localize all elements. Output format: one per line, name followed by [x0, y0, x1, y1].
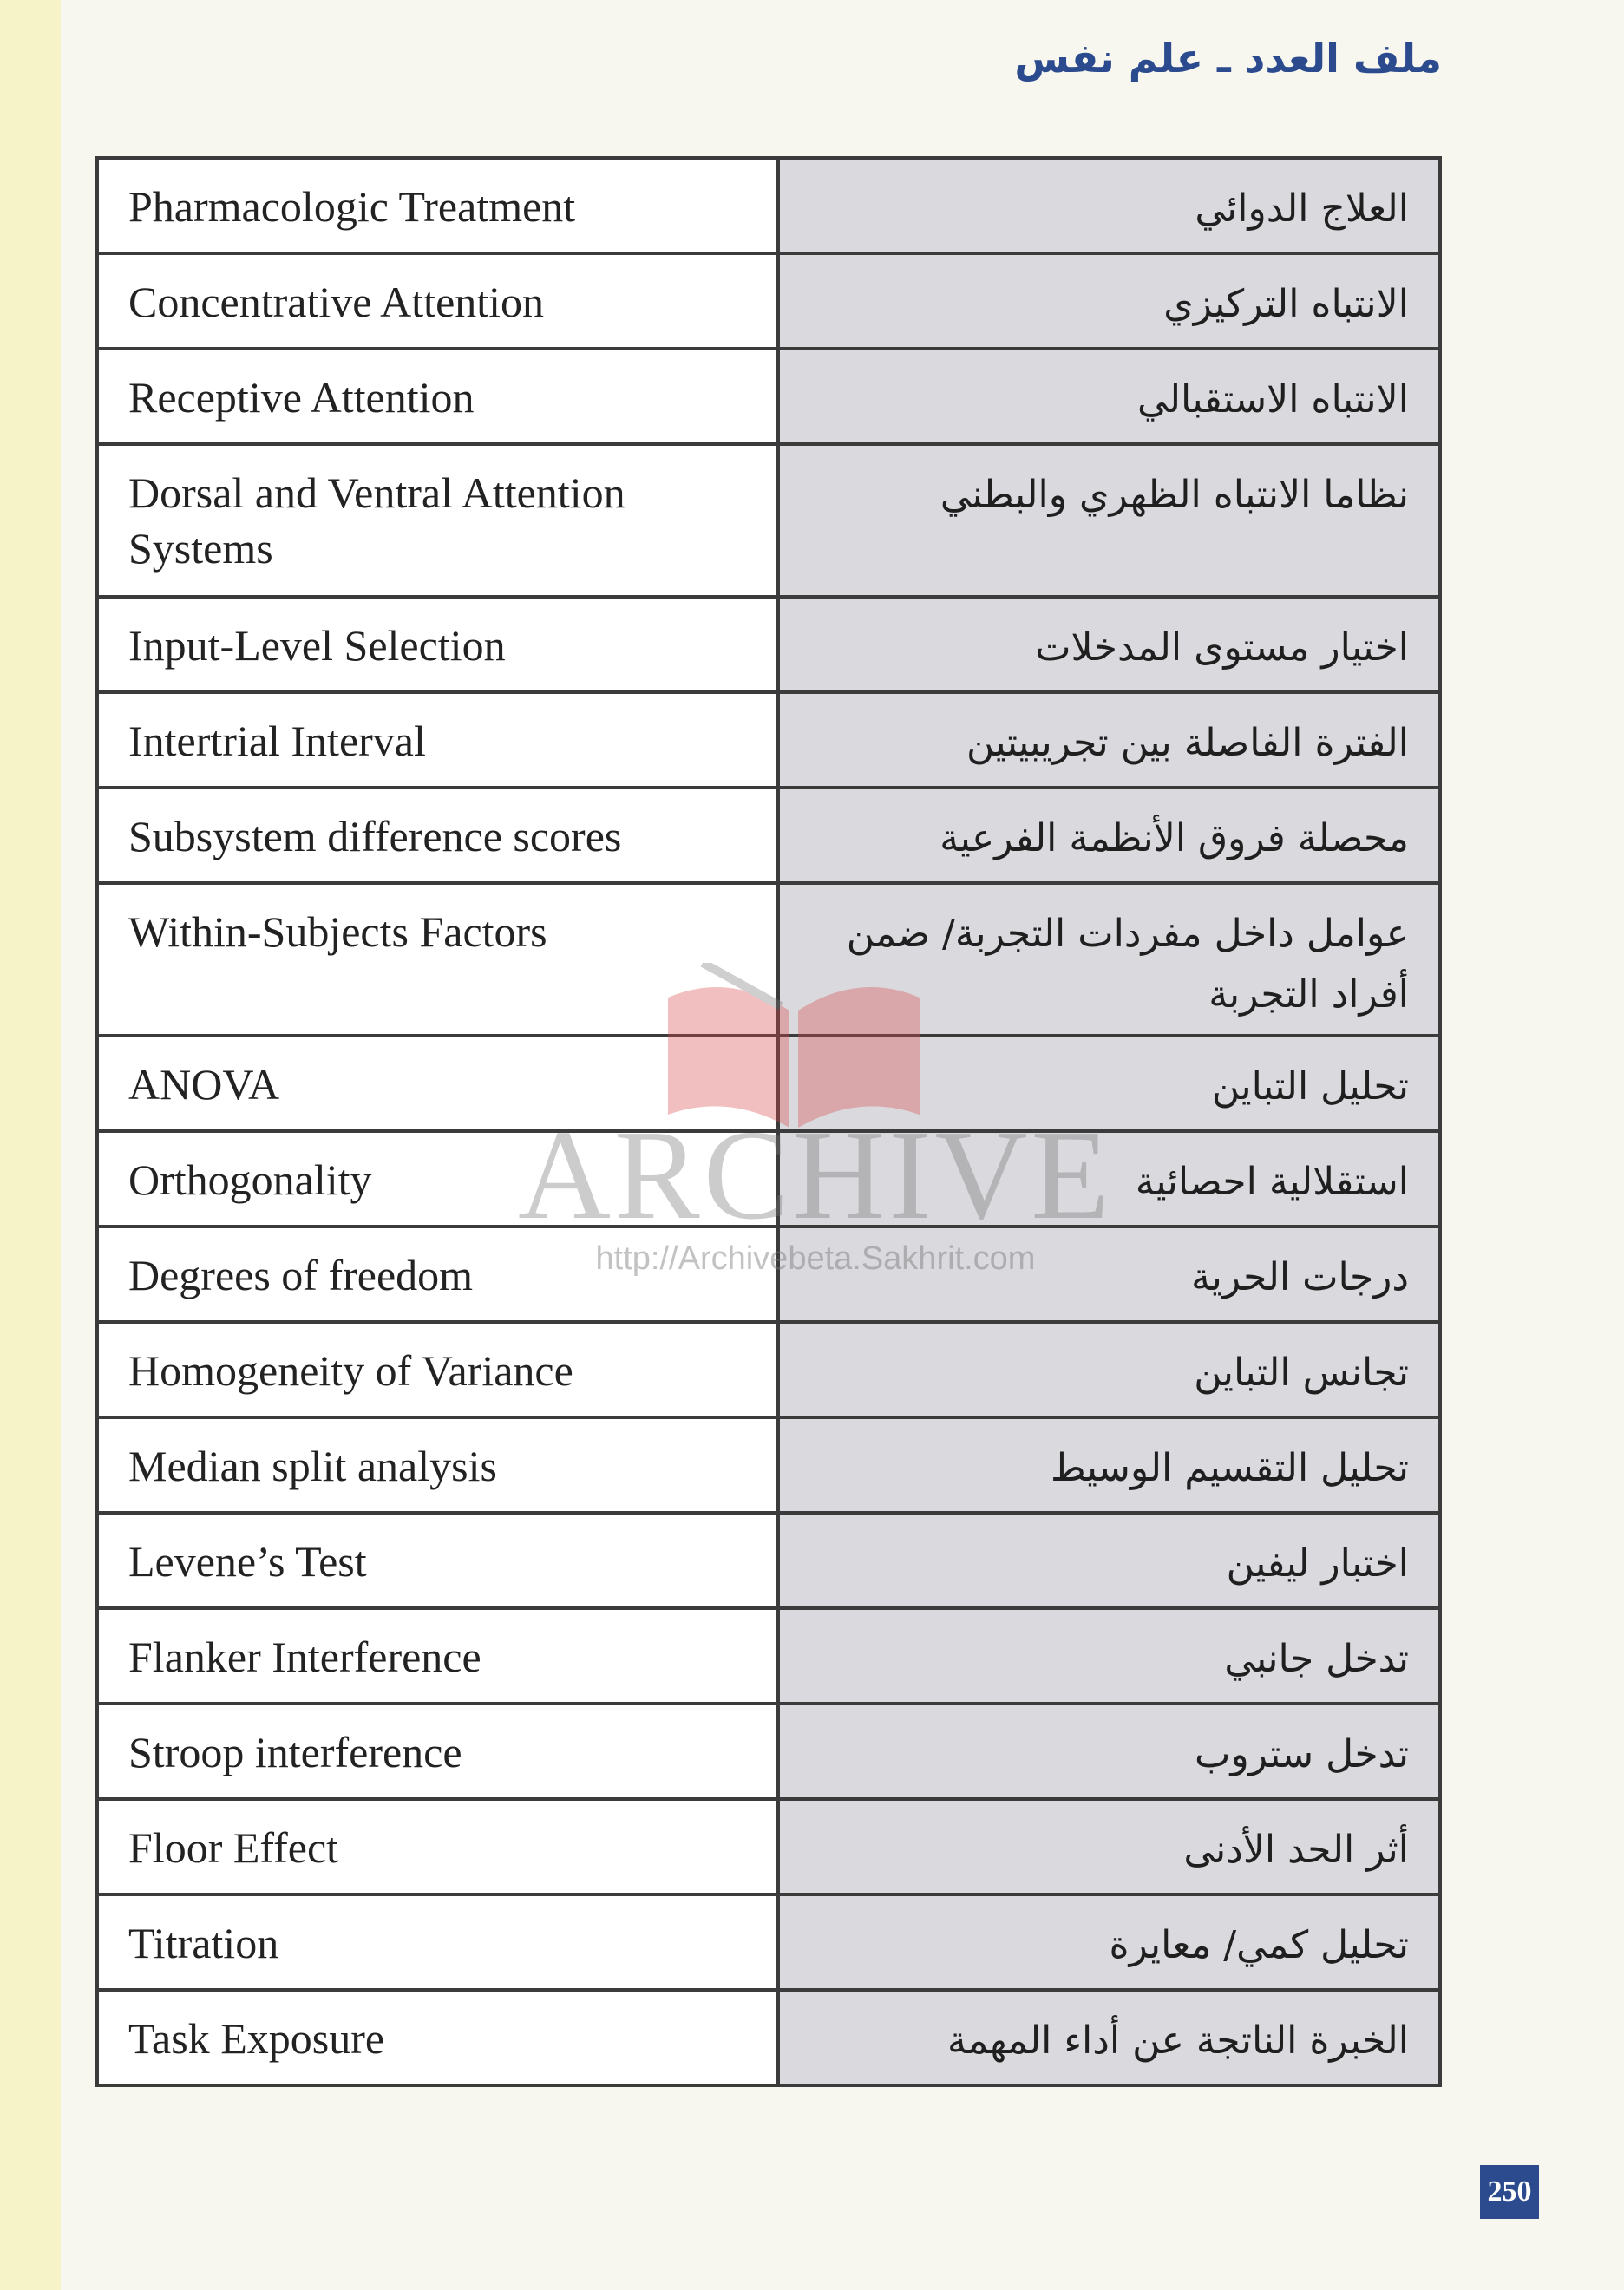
- arabic-term: محصلة فروق الأنظمة الفرعية: [778, 788, 1440, 883]
- glossary-row: [97, 1799, 1440, 1894]
- glossary-row: [97, 1608, 1440, 1704]
- arabic-term: درجات الحرية: [778, 1227, 1440, 1322]
- arabic-term: تدخل ستروب: [778, 1704, 1440, 1799]
- english-term: ANOVA: [97, 1036, 778, 1131]
- page-number-badge: 250: [1480, 2165, 1539, 2219]
- english-term: Homogeneity of Variance: [97, 1322, 778, 1417]
- arabic-term: اختيار مستوى المدخلات: [778, 597, 1440, 692]
- glossary-row: [97, 349, 1440, 444]
- arabic-term: استقلالية احصائية: [778, 1131, 1440, 1227]
- glossary-row: [97, 1227, 1440, 1322]
- english-term: Task Exposure: [97, 1990, 778, 2085]
- glossary-row: [97, 158, 1440, 253]
- english-term: Degrees of freedom: [97, 1227, 778, 1322]
- english-term: Concentrative Attention: [97, 253, 778, 349]
- glossary-row: [97, 1417, 1440, 1513]
- english-term: Receptive Attention: [97, 349, 778, 444]
- arabic-term: العلاج الدوائي: [778, 158, 1440, 253]
- arabic-term: الانتباه الاستقبالي: [778, 349, 1440, 444]
- arabic-term: تحليل التباين: [778, 1036, 1440, 1131]
- english-term: Input-Level Selection: [97, 597, 778, 692]
- watermark-url: http://Archivebeta.Sakhrit.com: [595, 1240, 1036, 1277]
- glossary-row: [97, 444, 1440, 597]
- english-term: Within-Subjects Factors: [97, 883, 778, 1036]
- glossary-row: [97, 788, 1440, 883]
- english-term: Intertrial Interval: [97, 692, 778, 788]
- english-term: Dorsal and Ventral Attention Systems: [97, 444, 778, 597]
- glossary-row: [97, 597, 1440, 692]
- english-term: Stroop interference: [97, 1704, 778, 1799]
- glossary-row: [97, 253, 1440, 349]
- page-margin-strip: [0, 0, 61, 2290]
- english-term: Floor Effect: [97, 1799, 778, 1894]
- english-term: Orthogonality: [97, 1131, 778, 1227]
- arabic-term: أثر الحد الأدنى: [778, 1799, 1440, 1894]
- arabic-term: اختبار ليفين: [778, 1513, 1440, 1608]
- glossary-table-container: [95, 156, 1442, 2087]
- english-term: Subsystem difference scores: [97, 788, 778, 883]
- glossary-table-body: [97, 158, 1440, 2085]
- arabic-term: تجانس التباين: [778, 1322, 1440, 1417]
- english-term: Titration: [97, 1894, 778, 1990]
- arabic-term: الانتباه التركيزي: [778, 253, 1440, 349]
- glossary-row: [97, 1131, 1440, 1227]
- section-header: ملف العدد ـ علم نفس: [1014, 35, 1442, 82]
- english-term: Median split analysis: [97, 1417, 778, 1513]
- arabic-term: تحليل التقسيم الوسيط: [778, 1417, 1440, 1513]
- glossary-row: [97, 1513, 1440, 1608]
- english-term: Levene’s Test: [97, 1513, 778, 1608]
- watermark-title: ARCHIVE: [518, 1104, 1113, 1246]
- glossary-row: [97, 692, 1440, 788]
- glossary-row: [97, 883, 1440, 1036]
- glossary-row: [97, 1704, 1440, 1799]
- english-term: Pharmacologic Treatment: [97, 158, 778, 253]
- arabic-term: عوامل داخل مفردات التجربة/ ضمن أفراد التجربة: [778, 883, 1440, 1036]
- arabic-term: الخبرة الناتجة عن أداء المهمة: [778, 1990, 1440, 2085]
- glossary-row: [97, 1036, 1440, 1131]
- arabic-term: تحليل كمي/ معايرة: [778, 1894, 1440, 1990]
- arabic-term: الفترة الفاصلة بين تجريبيتين: [778, 692, 1440, 788]
- arabic-term: تدخل جانبي: [778, 1608, 1440, 1704]
- english-term: Flanker Interference: [97, 1608, 778, 1704]
- glossary-row: [97, 1990, 1440, 2085]
- glossary-table: [95, 156, 1442, 2087]
- glossary-row: [97, 1322, 1440, 1417]
- glossary-row: [97, 1894, 1440, 1990]
- arabic-term: نظاما الانتباه الظهري والبطني: [778, 444, 1440, 597]
